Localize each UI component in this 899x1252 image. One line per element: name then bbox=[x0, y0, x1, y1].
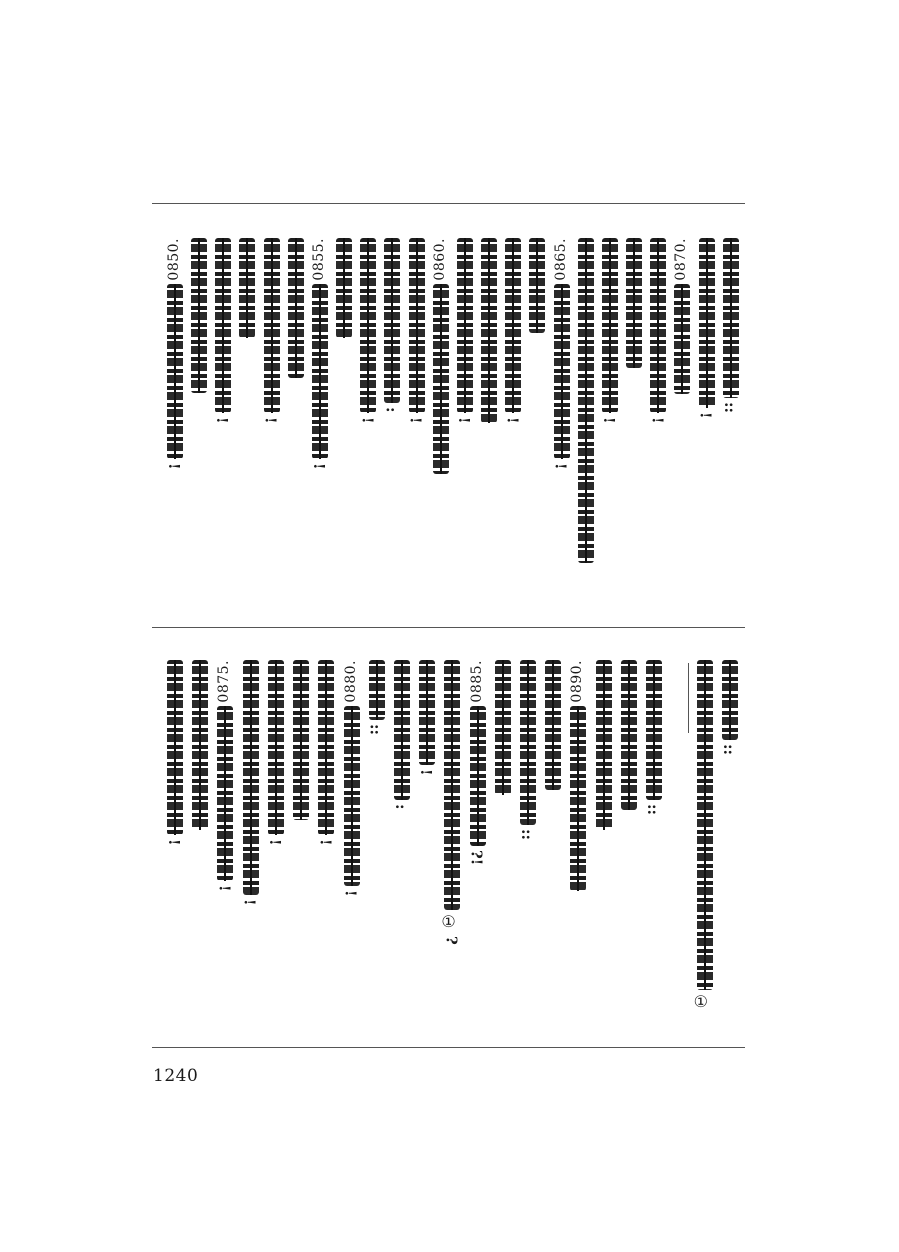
text-column bbox=[488, 660, 513, 1030]
top-rule bbox=[152, 203, 745, 204]
mongolian-script-line bbox=[419, 660, 435, 765]
punctuation-mark: ! bbox=[164, 463, 183, 470]
punctuation-mark: :: bbox=[720, 402, 739, 414]
mongolian-script-line bbox=[167, 284, 183, 459]
text-column bbox=[614, 660, 639, 1030]
mongolian-script-line bbox=[495, 660, 511, 795]
text-column bbox=[589, 660, 614, 1030]
text-column bbox=[563, 660, 588, 1030]
punctuation-mark: ! bbox=[261, 417, 280, 424]
text-column bbox=[437, 660, 462, 1030]
mongolian-script-line bbox=[215, 238, 231, 413]
mongolian-script-line bbox=[268, 660, 284, 835]
mongolian-script-line bbox=[409, 238, 425, 413]
mongolian-script-line bbox=[360, 238, 376, 413]
mongolian-script-line bbox=[264, 238, 280, 413]
bottom-rule bbox=[152, 1047, 745, 1048]
text-column bbox=[337, 660, 362, 1030]
text-column bbox=[474, 238, 498, 613]
mongolian-script-line bbox=[545, 660, 561, 790]
punctuation-mark: ! bbox=[316, 839, 335, 846]
mongolian-script-line bbox=[167, 660, 183, 835]
punctuation-mark: ! bbox=[417, 769, 436, 776]
text-column bbox=[261, 660, 286, 1030]
punctuation-mark: ! bbox=[164, 839, 183, 846]
punctuation-mark: :: bbox=[719, 744, 738, 756]
mongolian-script-line bbox=[578, 238, 594, 563]
mongolian-script-line bbox=[312, 284, 328, 459]
mongolian-script-line bbox=[318, 660, 334, 835]
text-column bbox=[387, 660, 412, 1030]
mongolian-script-line bbox=[384, 238, 400, 403]
punctuation-mark: ! bbox=[240, 899, 259, 906]
page-number: 1240 bbox=[153, 1066, 199, 1086]
text-column bbox=[281, 238, 305, 613]
text-column bbox=[450, 238, 474, 613]
text-column bbox=[426, 238, 450, 613]
mongolian-script-line bbox=[699, 238, 715, 408]
text-column bbox=[236, 660, 261, 1030]
punctuation-mark: ! bbox=[213, 417, 232, 424]
text-column bbox=[305, 238, 329, 613]
punctuation-mark: ! bbox=[551, 463, 570, 470]
text-column bbox=[329, 238, 353, 613]
punctuation-mark: ! bbox=[358, 417, 377, 424]
mongolian-script-line bbox=[470, 706, 486, 846]
text-column bbox=[160, 238, 184, 613]
middle-rule bbox=[152, 627, 745, 628]
text-column bbox=[362, 660, 387, 1030]
mongolian-script-line bbox=[344, 706, 360, 886]
text-column bbox=[353, 238, 377, 613]
line-number: 0875. bbox=[216, 660, 233, 703]
punctuation-mark: : bbox=[391, 804, 410, 810]
lower-text-block bbox=[160, 660, 740, 1030]
mongolian-script-line bbox=[650, 238, 666, 413]
text-column bbox=[463, 660, 488, 1030]
line-number: 0880. bbox=[342, 660, 359, 703]
text-column bbox=[208, 238, 232, 613]
punctuation-mark: :: bbox=[366, 724, 385, 736]
text-column bbox=[311, 660, 336, 1030]
text-column bbox=[715, 660, 740, 1030]
text-column bbox=[595, 238, 619, 613]
text-column bbox=[716, 238, 740, 613]
mongolian-script-line bbox=[646, 660, 662, 800]
text-column bbox=[547, 238, 571, 613]
mongolian-script-line bbox=[621, 660, 637, 810]
line-number: 0885. bbox=[468, 660, 485, 703]
text-column bbox=[538, 660, 563, 1030]
mongolian-script-line bbox=[674, 284, 690, 394]
mongolian-script-line bbox=[217, 706, 233, 881]
text-column bbox=[513, 660, 538, 1030]
punctuation-mark: ! bbox=[503, 417, 522, 424]
line-number: 0850. bbox=[165, 238, 182, 281]
mongolian-script-line bbox=[596, 660, 612, 830]
text-column bbox=[692, 238, 716, 613]
mongolian-script-line bbox=[529, 238, 545, 333]
punctuation-mark: ! bbox=[341, 890, 360, 897]
mongolian-script-line bbox=[192, 660, 208, 830]
text-column bbox=[639, 660, 664, 1030]
text-column bbox=[412, 660, 437, 1030]
mongolian-script-line bbox=[722, 660, 738, 740]
text-column bbox=[498, 238, 522, 613]
mongolian-script-line bbox=[457, 238, 473, 413]
punctuation-mark: ! bbox=[406, 417, 425, 424]
text-column bbox=[667, 238, 691, 613]
mongolian-script-line bbox=[239, 238, 255, 338]
text-column bbox=[160, 660, 185, 1030]
text-column bbox=[257, 238, 281, 613]
mongolian-script-line bbox=[369, 660, 385, 720]
punctuation-mark: ! bbox=[599, 417, 618, 424]
text-column bbox=[522, 238, 546, 613]
punctuation-mark: ! bbox=[696, 412, 715, 419]
punctuation-mark: ! bbox=[215, 885, 234, 892]
mongolian-script-line bbox=[570, 706, 586, 891]
line-number: 0860. bbox=[431, 238, 448, 281]
text-column bbox=[619, 238, 643, 613]
mongolian-script-line bbox=[293, 660, 309, 820]
punctuation-mark: ! bbox=[648, 417, 667, 424]
text-column bbox=[232, 238, 256, 613]
mongolian-script-line bbox=[481, 238, 497, 423]
text-column bbox=[185, 660, 210, 1030]
line-number: 0890. bbox=[569, 660, 586, 703]
punctuation-mark: :: bbox=[518, 829, 537, 841]
punctuation-mark: : bbox=[382, 407, 401, 413]
mongolian-script-line bbox=[723, 238, 739, 398]
punctuation-mark: ! bbox=[309, 463, 328, 470]
punctuation-mark: ! bbox=[454, 417, 473, 424]
line-number: 0870. bbox=[673, 238, 690, 281]
punctuation-mark: ! bbox=[265, 839, 284, 846]
mongolian-script-line bbox=[444, 660, 460, 910]
text-column bbox=[664, 660, 689, 1030]
mongolian-script-line bbox=[505, 238, 521, 413]
text-column bbox=[184, 238, 208, 613]
text-column bbox=[377, 238, 401, 613]
text-column bbox=[643, 238, 667, 613]
mongolian-script-line bbox=[626, 238, 642, 368]
text-column bbox=[286, 660, 311, 1030]
mongolian-script-line bbox=[394, 660, 410, 800]
text-column bbox=[690, 660, 715, 1030]
mongolian-script-line bbox=[554, 284, 570, 459]
mongolian-script-line bbox=[336, 238, 352, 338]
footnote-marker: ① bbox=[693, 992, 708, 1011]
text-column bbox=[402, 238, 426, 613]
mongolian-script-line bbox=[520, 660, 536, 825]
mongolian-script-line bbox=[602, 238, 618, 413]
punctuation-mark: ? bbox=[442, 936, 461, 945]
footnote-marker: ① bbox=[441, 912, 456, 931]
text-column bbox=[571, 238, 595, 613]
punctuation-mark: :: bbox=[644, 804, 663, 816]
mongolian-script-line bbox=[191, 238, 207, 393]
punctuation-mark: ?! bbox=[467, 850, 486, 866]
upper-text-block bbox=[160, 238, 740, 613]
mongolian-script-line bbox=[697, 660, 713, 990]
mongolian-script-line bbox=[243, 660, 259, 895]
line-number: 0865. bbox=[552, 238, 569, 281]
mongolian-script-line bbox=[433, 284, 449, 474]
line-number: 0855. bbox=[310, 238, 327, 281]
text-column bbox=[210, 660, 235, 1030]
mongolian-script-line bbox=[288, 238, 304, 378]
